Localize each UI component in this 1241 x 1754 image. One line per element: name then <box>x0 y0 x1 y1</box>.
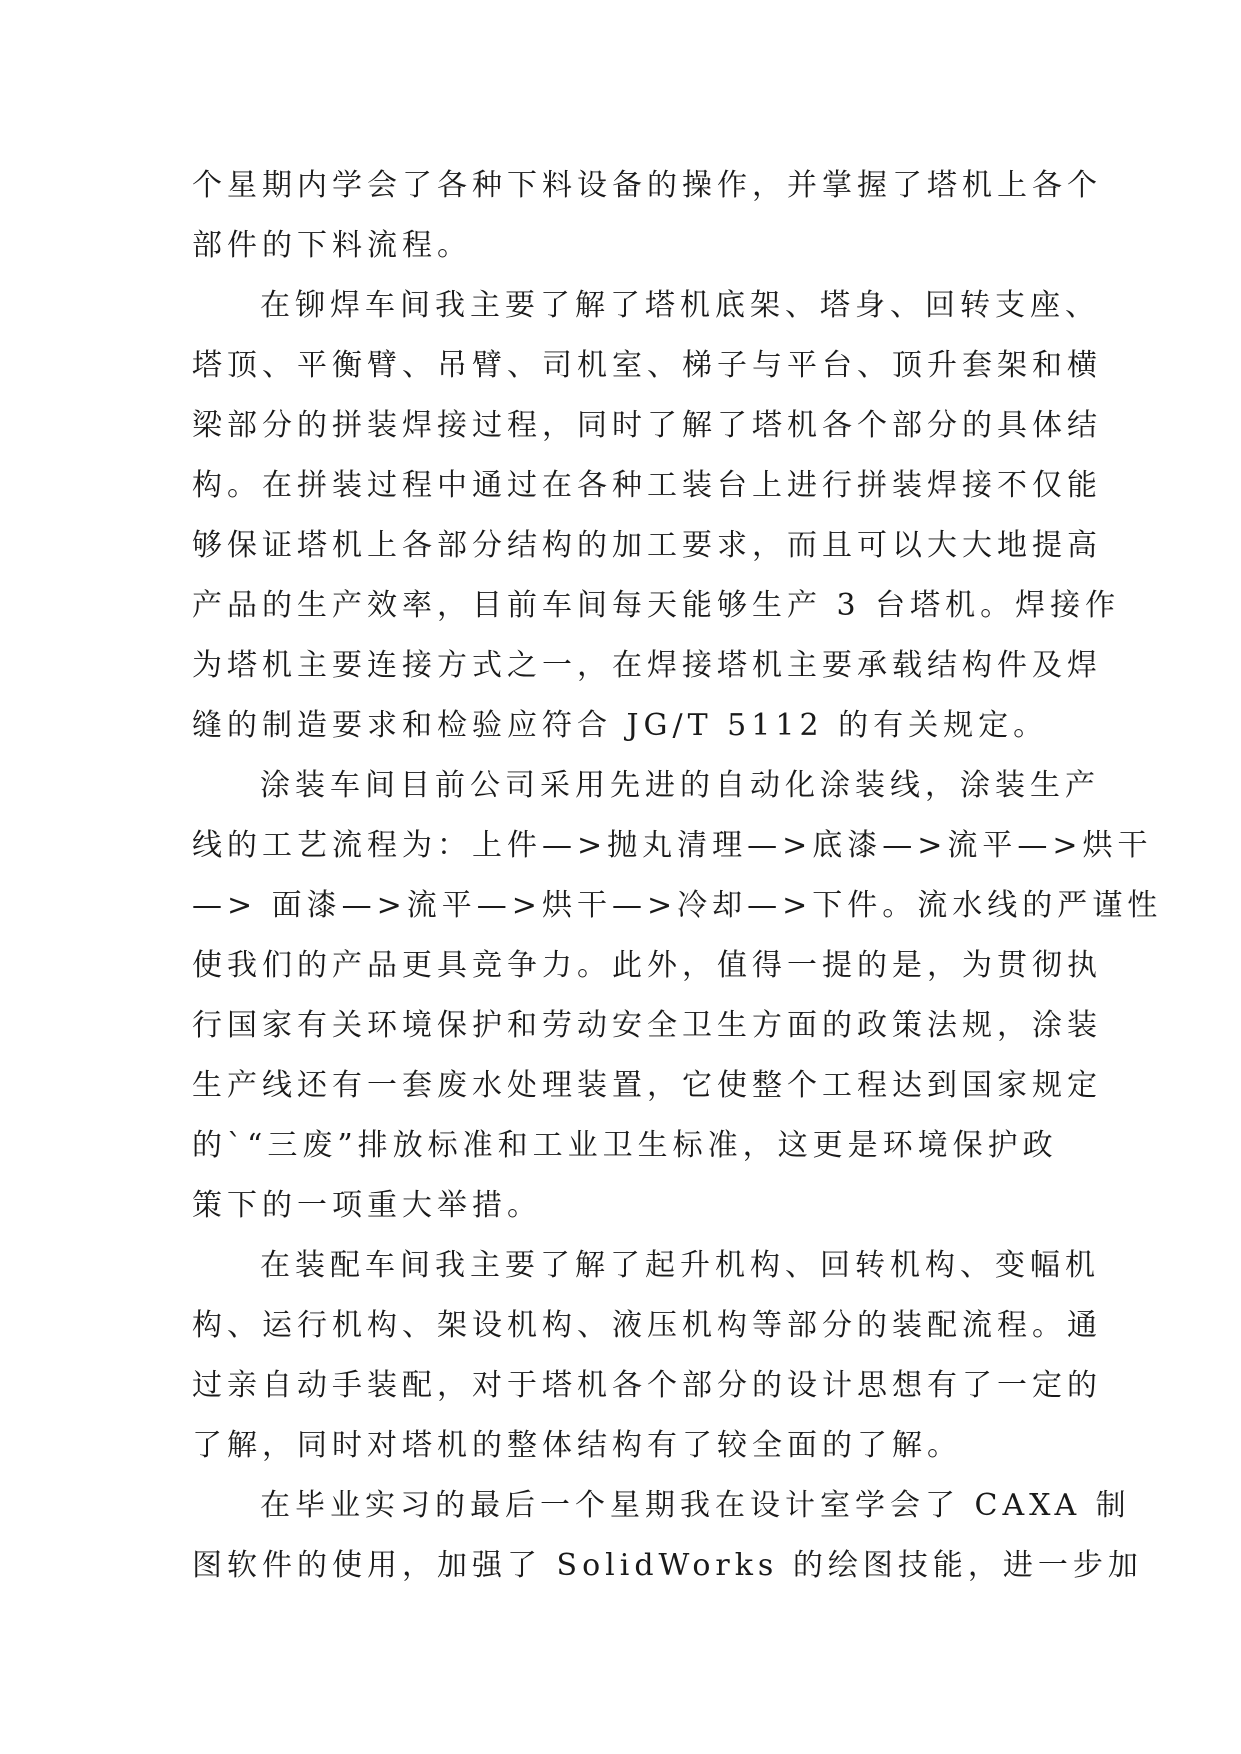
paragraph-start-line: 在毕业实习的最后一个星期我在设计室学会了 CAXA 制 <box>260 1488 1131 1523</box>
paragraph-start-line: 在装配车间我主要了解了起升机构、回转机构、变幅机 <box>260 1248 1100 1283</box>
text-line: —> 面漆—>流平—>烘干—>冷却—>下件。流水线的严谨性 <box>192 888 1163 923</box>
text-line: 策下的一项重大举措。 <box>192 1188 542 1223</box>
text-line: 使我们的产品更具竞争力。此外，值得一提的是，为贯彻执 <box>192 948 1102 983</box>
text-line: 个星期内学会了各种下料设备的操作，并掌握了塔机上各个 <box>192 168 1102 203</box>
text-line: 行国家有关环境保护和劳动安全卫生方面的政策法规，涂装 <box>192 1008 1102 1043</box>
text-line: 够保证塔机上各部分结构的加工要求，而且可以大大地提高 <box>192 528 1102 563</box>
text-line: 图软件的使用，加强了 SolidWorks 的绘图技能，进一步加 <box>192 1548 1143 1583</box>
text-line: 构、运行机构、架设机构、液压机构等部分的装配流程。通 <box>192 1308 1102 1343</box>
text-line: 过亲自动手装配，对于塔机各个部分的设计思想有了一定的 <box>192 1368 1102 1403</box>
text-line: 缝的制造要求和检验应符合 JG/T 5112 的有关规定。 <box>192 708 1049 743</box>
paragraph-start-line: 在铆焊车间我主要了解了塔机底架、塔身、回转支座、 <box>260 288 1100 323</box>
text-line: 生产线还有一套废水处理装置，它使整个工程达到国家规定 <box>192 1068 1102 1103</box>
text-line: 为塔机主要连接方式之一，在焊接塔机主要承载结构件及焊 <box>192 648 1102 683</box>
text-line: 塔顶、平衡臂、吊臂、司机室、梯子与平台、顶升套架和横 <box>192 348 1102 383</box>
paragraph-start-line: 涂装车间目前公司采用先进的自动化涂装线，涂装生产 <box>260 768 1100 803</box>
text-line: 部件的下料流程。 <box>192 228 472 263</box>
text-line: 梁部分的拼装焊接过程，同时了解了塔机各个部分的具体结 <box>192 408 1102 443</box>
text-line: 构。在拼装过程中通过在各种工装台上进行拼装焊接不仅能 <box>192 468 1102 503</box>
text-line: 的`“三废”排放标准和工业卫生标准，这更是环境保护政 <box>192 1128 1058 1163</box>
text-line: 了解，同时对塔机的整体结构有了较全面的了解。 <box>192 1428 962 1463</box>
body-text <box>192 156 1163 1596</box>
text-line: 线的工艺流程为：上件—>抛丸清理—>底漆—>流平—>烘干 <box>192 828 1153 863</box>
text-line: 产品的生产效率，目前车间每天能够生产 3 台塔机。焊接作 <box>192 588 1121 623</box>
